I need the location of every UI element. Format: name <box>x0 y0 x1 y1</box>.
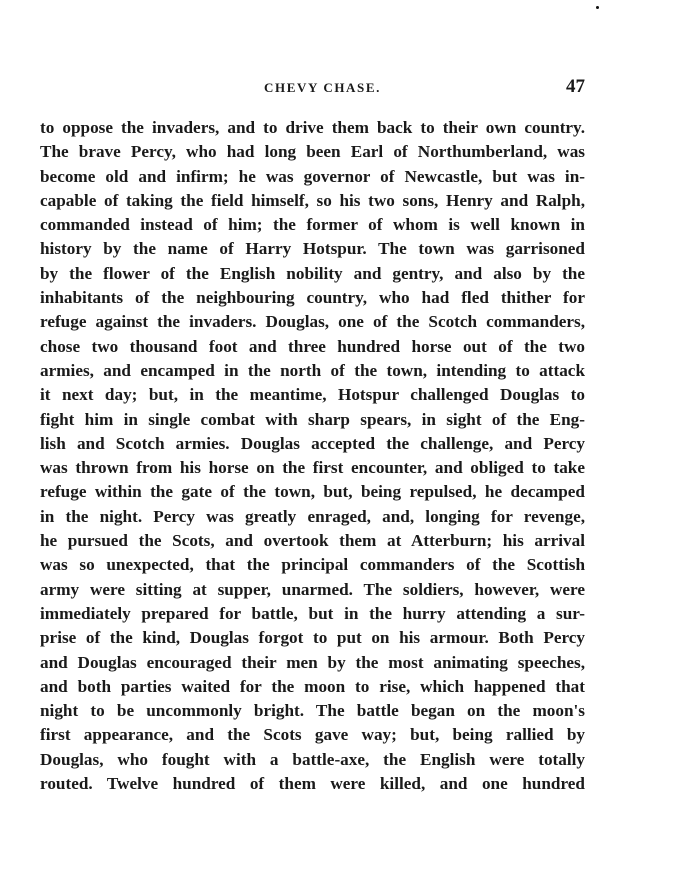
text-line: capable of taking the field himself, so his two sons, Henry and Ralph, <box>40 190 585 210</box>
text-line: was thrown from his horse on the first encounter, and obliged to take <box>40 458 585 478</box>
text-line: immediately prepared for battle, but in the hurry attending a sur- <box>40 603 585 623</box>
text-line: it next day; but, in the meantime, Hotspur challenged Douglas to <box>40 385 585 405</box>
text-line: to oppose the invaders, and to drive them back to their own country. <box>40 118 585 137</box>
body-text <box>40 116 585 796</box>
ink-speck <box>596 6 599 9</box>
text-line: night to be uncommonly bright. The battle began on the moon's <box>40 701 585 721</box>
page-number: 47 <box>566 76 585 97</box>
text-line: fight him in single combat with sharp spears, in sight of the Eng- <box>40 409 585 429</box>
page-header <box>40 76 585 100</box>
text-line: inhabitants of the neighbouring country, who had fled thither for <box>40 288 585 308</box>
text-line: become old and infirm; he was governor of Newcastle, but was in- <box>40 166 585 186</box>
text-line: armies, and encamped in the north of the town, intending to attack <box>40 360 585 380</box>
text-line: and Douglas encouraged their men by the most animating speeches, <box>40 652 585 672</box>
text-line: and both parties waited for the moon to rise, which happened that <box>40 676 585 696</box>
text-line: in the night. Percy was greatly enraged, and, longing for revenge, <box>40 506 585 526</box>
text-line: history by the name of Harry Hotspur. The town was garrisoned <box>40 239 585 259</box>
text-line: routed. Twelve hundred of them were killed, and one hundred <box>40 774 585 794</box>
text-line: army were sitting at supper, unarmed. The soldiers, however, were <box>40 579 585 599</box>
text-line: chose two thousand foot and three hundred horse out of the two <box>40 336 585 356</box>
text-line: he pursued the Scots, and overtook them at Atterburn; his arrival <box>40 531 585 551</box>
text-line: prise of the kind, Douglas forgot to put on his armour. Both Percy <box>40 628 585 648</box>
text-line: lish and Scotch armies. Douglas accepted the challenge, and Percy <box>40 433 585 453</box>
text-line: refuge against the invaders. Douglas, one of the Scotch commanders, <box>40 312 585 332</box>
text-line: was so unexpected, that the principal commanders of the Scottish <box>40 555 585 575</box>
text-line: The brave Percy, who had long been Earl of Northumberland, was <box>40 142 585 162</box>
text-line: commanded instead of him; the former of whom is well known in <box>40 215 585 235</box>
running-title: CHEVY CHASE. <box>264 80 381 95</box>
text-line: first appearance, and the Scots gave way; but, being rallied by <box>40 725 585 745</box>
text-line: Douglas, who fought with a battle-axe, the English were totally <box>40 749 585 769</box>
text-line: refuge within the gate of the town, but, being repulsed, he decamped <box>40 482 585 502</box>
text-line: by the flower of the English nobility and gentry, and also by the <box>40 263 585 283</box>
